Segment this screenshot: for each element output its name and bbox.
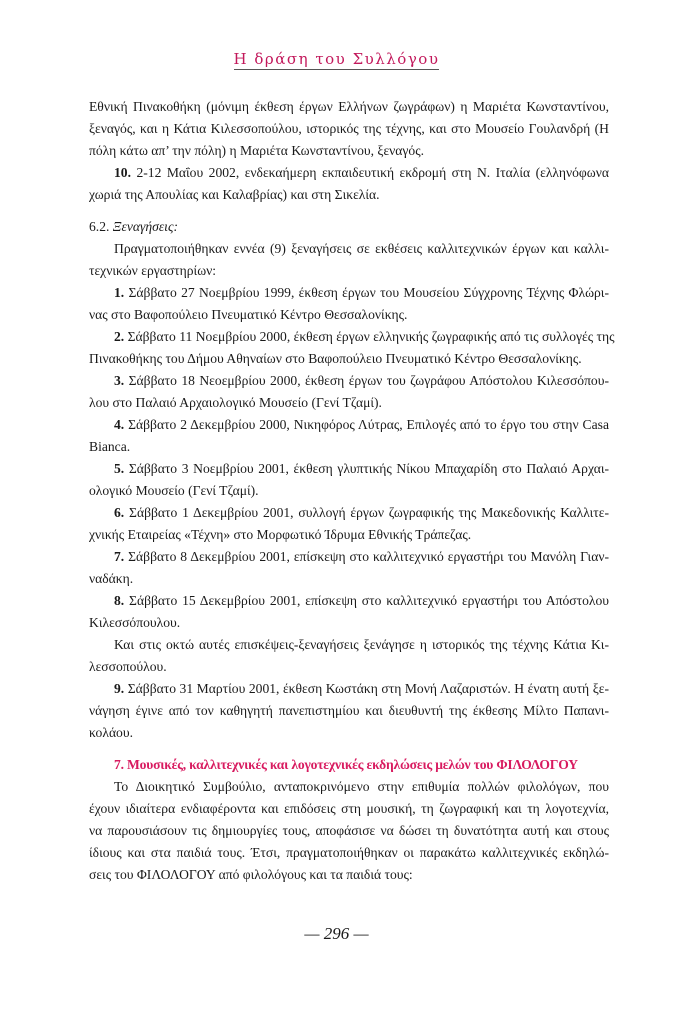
line-text: πόλη κάτω απ’ την πόλη) η Μαριέτα Κωνσταντίνου, ξεναγός. [89, 143, 425, 158]
paragraph [89, 238, 609, 282]
line-text: Πραγματοποιήθηκαν εννέα (9) ξεναγήσεις σε εκθέσεις καλλιτεχνικών έργων και καλλι- [114, 241, 609, 256]
section-heading: 7. Μουσικές, καλλιτεχνικές και λογοτεχνικές εκδηλώσεις μελών του ΦΙΛΟΛΟΓΟΥ [114, 757, 578, 772]
text-line [89, 282, 609, 304]
paragraph [89, 96, 609, 162]
text-line [89, 348, 609, 370]
line-text: Κιλεσσόπουλου. [89, 615, 181, 630]
text-line [89, 436, 609, 458]
paragraph [89, 776, 609, 886]
running-header [0, 50, 673, 69]
text-line [89, 118, 609, 140]
subsection-title [89, 216, 609, 238]
text-line [89, 260, 609, 282]
text-line [89, 842, 609, 864]
text-line [89, 546, 609, 568]
text-line [89, 238, 609, 260]
line-text: Σάββατο 1 Δεκεμβρίου 2001, συλλογή έργων ζωγραφικής της Μακεδονικής Καλλιτε- [124, 505, 609, 520]
item-number: 3. [114, 373, 125, 388]
text-line [89, 568, 609, 590]
item-number: 4. [114, 417, 125, 432]
document-body [89, 96, 615, 886]
line-text: να παρουσιάσουν τις δημιουργίες τους, αποφάσισε να δώσει τη δυνατότητα αυτή και στους [89, 823, 609, 838]
item-number: 6. [114, 505, 125, 520]
list-item [89, 546, 609, 590]
list-item [89, 162, 609, 206]
line-text: Σάββατο 2 Δεκεμβρίου 2000, Νικηφόρος Λύτρας, Επιλογές από το έργο του στην Casa [124, 417, 609, 432]
text-line [89, 392, 609, 414]
item-number: 1. [114, 285, 125, 300]
list-item [89, 502, 609, 546]
line-text: νάγηση έγινε από τον καθηγητή πανεπιστημίου και διευθυντή της έκθεσης Μίλτο Παπανι- [89, 703, 609, 718]
line-text: Σάββατο 31 Μαρτίου 2001, έκθεση Κωστάκη στη Μονή Λαζαριστών. Η ένατη αυτή ξε- [124, 681, 609, 696]
subsection-label: Ξεναγήσεις: [112, 219, 178, 234]
line-text: λεσσοπούλου. [89, 659, 167, 674]
text-line [89, 524, 609, 546]
text-line [89, 162, 609, 184]
line-text: Σάββατο 3 Νοεμβρίου 2001, έκθεση γλυπτικής Νίκου Μπαχαρίδη στο Παλαιό Αρχαι- [124, 461, 609, 476]
subsection-number: 6.2. [89, 219, 110, 234]
text-line [89, 612, 609, 634]
line-text: Εθνική Πινακοθήκη (μόνιμη έκθεση έργων Ελλήνων ζωγράφων) η Μαριέτα Κωνσταντίνου, [89, 99, 609, 114]
text-line [89, 700, 609, 722]
line-text: Σάββατο 18 Νεοεμβρίου 2000, έκθεση έργων του ζωγράφου Απόστολου Κιλεσσόπου- [124, 373, 609, 388]
text-line [89, 96, 609, 118]
spacer [89, 206, 609, 216]
line-text: έχουν ιδιαίτερα ενδιαφέροντα και επιδόσεις στη μουσική, τη ζωγραφική και τη λογοτεχνία, [89, 801, 609, 816]
running-header-title: Η δράση του Συλλόγου [233, 50, 440, 68]
text-line [89, 502, 609, 524]
item-number: 7. [114, 549, 125, 564]
list-item [89, 458, 609, 502]
text-line [89, 820, 609, 842]
spacer [89, 744, 609, 754]
line-text: ολογικό Μουσείο (Γενί Τζαμί). [89, 483, 259, 498]
line-text: νας στο Βαφοπούλειο Πνευματικό Κέντρο Θεσσαλονίκης. [89, 307, 408, 322]
text-line [89, 656, 609, 678]
text-line [89, 480, 609, 502]
line-text: ίδιους και στα παιδιά τους. Έτσι, πραγματοποιήθηκαν οι παρακάτω καλλιτεχνικές εκδηλώ- [89, 845, 609, 860]
item-number: 2. [114, 329, 125, 344]
text-line [89, 458, 609, 480]
line-text: 2-12 Μαΐου 2002, ενδεκαήμερη εκπαιδευτική εκδρομή στη Ν. Ιταλία (ελληνόφωνα [131, 165, 609, 180]
text-line [89, 326, 615, 348]
line-text: τεχνικών εργαστηρίων: [89, 263, 217, 278]
text-line [89, 722, 609, 744]
line-text: Σάββατο 27 Νοεμβρίου 1999, έκθεση έργων του Μουσείου Σύγχρονης Τέχνης Φλώρι- [124, 285, 609, 300]
item-number: 10. [114, 165, 131, 180]
text-line [89, 184, 609, 206]
line-text: λου στο Παλαιό Αρχαιολογικό Μουσείο (Γενί Τζαμί). [89, 395, 382, 410]
text-line [89, 798, 609, 820]
list-item [89, 282, 609, 326]
line-text: Το Διοικητικό Συμβούλιο, ανταποκρινόμενο στην επιθυμία πολλών φιλολόγων, που [114, 779, 609, 794]
text-line [89, 414, 609, 436]
line-text: χνικής Εταιρείας «Τέχνη» στο Μορφωτικό Ίδρυμα Εθνικής Τράπεζας. [89, 527, 472, 542]
list-item [89, 370, 609, 414]
list-item [89, 326, 615, 370]
text-line [89, 634, 609, 656]
line-text: Πινακοθήκης του Δήμου Αθηναίων στο Βαφοπούλειο Πνευματικό Κέντρο Θεσσαλονίκης. [89, 351, 582, 366]
item-number: 8. [114, 593, 125, 608]
line-text: σεις του ΦΙΛΟΛΟΓΟΥ από φιλολόγους και τα παιδιά τους: [89, 867, 413, 882]
list-item [89, 678, 609, 744]
item-number: 5. [114, 461, 125, 476]
line-text: Και στις οκτώ αυτές επισκέψεις-ξεναγήσεις ξενάγησε η ιστορικός της τέχνης Κάτια Κι- [114, 637, 609, 652]
text-line [89, 140, 609, 162]
line-text: χωριά της Απουλίας και Καλαβρίας) και στη Σικελία. [89, 187, 380, 202]
text-line [89, 864, 609, 886]
text-line [89, 304, 609, 326]
line-text: ξεναγός, και η Κάτια Κιλεσσοπούλου, ιστορικός της τέχνης, και στο Μουσείο Γουλανδρή (Η [89, 121, 609, 136]
text-line [89, 776, 609, 798]
list-item [89, 414, 609, 458]
line-text: ναδάκη. [89, 571, 134, 586]
text-line [89, 590, 609, 612]
line-text: κολάου. [89, 725, 133, 740]
item-number: 9. [114, 681, 125, 696]
page-number: — 296 — [304, 924, 369, 943]
paragraph [89, 634, 609, 678]
line-text: Bianca. [89, 439, 131, 454]
line-text: Σάββατο 8 Δεκεμβρίου 2001, επίσκεψη στο καλλιτεχνικό εργαστήρι του Μανόλη Γιαν- [124, 549, 609, 564]
text-line [89, 370, 609, 392]
line-text: Σάββατο 11 Νοεμβρίου 2000, έκθεση έργων ελληνικής ζωγραφικής από τις συλλογές της [124, 329, 615, 344]
line-text: Σάββατο 15 Δεκεμβρίου 2001, επίσκεψη στο καλλιτεχνικό εργαστήρι του Απόστολου [124, 593, 609, 608]
text-line [89, 678, 609, 700]
list-item [89, 590, 609, 634]
